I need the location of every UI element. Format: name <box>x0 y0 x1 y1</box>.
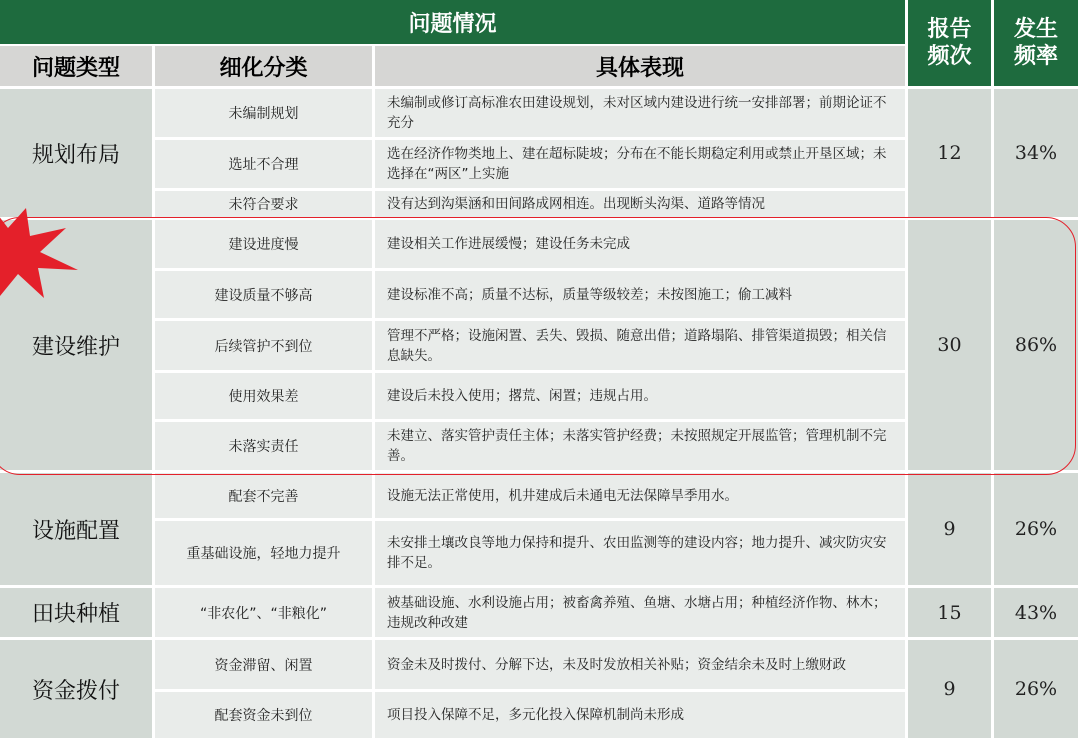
highlight-outline <box>0 217 1076 475</box>
report-count-cell: 9 <box>908 640 991 738</box>
subcategory-cell: 后续管护不到位 <box>155 321 372 370</box>
group-type-funding: 资金拨付 <box>0 640 152 738</box>
detail-cell: 建设相关工作进展缓慢；建设任务未完成 <box>375 220 905 268</box>
header-detail: 具体表现 <box>375 46 905 86</box>
subcategory-cell: 建设进度慢 <box>155 220 372 268</box>
subcategory-cell: 配套不完善 <box>155 473 372 518</box>
report-count-cell: 12 <box>908 89 991 217</box>
detail-cell: 设施无法正常使用，机井建成后未通电无法保障旱季用水。 <box>375 473 905 518</box>
subcategory-cell: 未编制规划 <box>155 89 372 137</box>
subcategory-cell: “非农化”、“非粮化” <box>155 588 372 637</box>
detail-cell: 被基础设施、水利设施占用；被畜禽养殖、鱼塘、水塘占用；种植经济作物、林木；违规改种改建 <box>375 588 905 637</box>
subcategory-cell: 选址不合理 <box>155 140 372 188</box>
report-count-cell: 30 <box>908 220 991 470</box>
header-problem-type: 问题类型 <box>0 46 152 86</box>
subcategory-cell: 未落实责任 <box>155 422 372 470</box>
detail-cell: 未建立、落实管护责任主体；未落实管护经费；未按照规定开展监管；管理机制不完善。 <box>375 422 905 470</box>
header-report-count <box>908 0 991 86</box>
subcategory-cell: 重基础设施，轻地力提升 <box>155 521 372 585</box>
detail-cell: 建设后未投入使用；撂荒、闲置；违规占用。 <box>375 373 905 419</box>
subcategory-cell: 资金滞留、闲置 <box>155 640 372 689</box>
group-type-facilities: 设施配置 <box>0 473 152 585</box>
frequency-cell: 43% <box>994 588 1078 637</box>
detail-cell: 管理不严格；设施闲置、丢失、毁损、随意出借；道路塌陷、排管渠道损毁；相关信息缺失。 <box>375 321 905 370</box>
group-type-planning: 规划布局 <box>0 89 152 217</box>
group-type-planting: 田块种植 <box>0 588 152 637</box>
detail-cell: 资金未及时拨付、分解下达，未及时发放相关补贴；资金结余未及时上缴财政 <box>375 640 905 689</box>
header-report-count-line1: 报告 <box>927 17 972 42</box>
detail-cell: 建设标准不高；质量不达标，质量等级较差；未按图施工；偷工减料 <box>375 271 905 318</box>
subcategory-cell: 配套资金未到位 <box>155 692 372 738</box>
subcategory-cell: 建设质量不够高 <box>155 271 372 318</box>
header-frequency-line1: 发生 <box>1013 17 1058 42</box>
frequency-cell: 34% <box>994 89 1078 217</box>
detail-cell: 未编制或修订高标准农田建设规划，未对区域内建设进行统一安排部署；前期论证不充分 <box>375 89 905 137</box>
frequency-cell: 26% <box>994 473 1078 585</box>
detail-cell: 项目投入保障不足，多元化投入保障机制尚未形成 <box>375 692 905 738</box>
report-count-cell: 15 <box>908 588 991 637</box>
header-report-count-line2: 频次 <box>927 44 972 69</box>
detail-cell: 未安排土壤改良等地力保持和提升、农田监测等的建设内容；地力提升、减灾防灾安排不足。 <box>375 521 905 585</box>
detail-cell: 没有达到沟渠涵和田间路成网相连。出现断头沟渠、道路等情况 <box>375 191 905 217</box>
subcategory-cell: 使用效果差 <box>155 373 372 419</box>
header-subcategory: 细化分类 <box>155 46 372 86</box>
header-problem-situation: 问题情况 <box>0 0 905 44</box>
group-type-construction: 建设维护 <box>0 220 152 470</box>
header-frequency-line2: 频率 <box>1013 44 1058 69</box>
detail-cell: 选在经济作物类地上、建在超标陡坡；分布在不能长期稳定利用或禁止开垦区域；未选择在“两区”上实施 <box>375 140 905 188</box>
header-frequency <box>994 0 1078 86</box>
report-count-cell: 9 <box>908 473 991 585</box>
burst-star-icon <box>0 200 88 300</box>
frequency-cell: 26% <box>994 640 1078 738</box>
subcategory-cell: 未符合要求 <box>155 191 372 217</box>
frequency-cell: 86% <box>994 220 1078 470</box>
